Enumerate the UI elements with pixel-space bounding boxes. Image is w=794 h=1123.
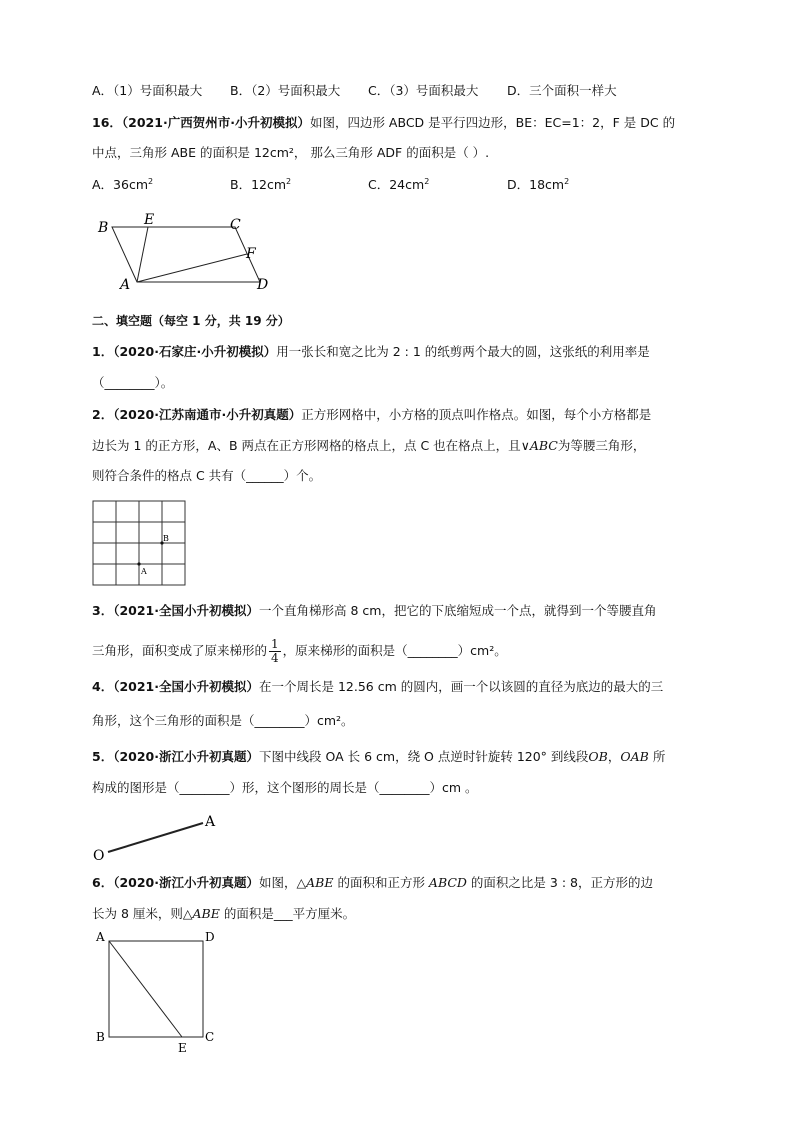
q2-grid-figure bbox=[92, 500, 188, 588]
q16-label-b: B bbox=[98, 220, 109, 236]
q2-point-a bbox=[137, 562, 140, 565]
q3-fraction: $\frac{1}{4}$ bbox=[271, 637, 279, 665]
q2-label-a: A bbox=[141, 567, 147, 576]
q6-source: （2020·浙江小升初真题） bbox=[113, 875, 259, 890]
q16-source: （2021·广西贺州市·小升初模拟） bbox=[121, 115, 310, 130]
q16-text-1: 如图，四边形 ABCD 是平行四边形，BE：EC=1：2，F 是 DC 的 bbox=[309, 115, 676, 130]
q1-line-2: （________）。 bbox=[92, 375, 174, 390]
q16-option-d: D．$18cm^2$ bbox=[507, 176, 570, 192]
q6-label-d: D bbox=[205, 930, 215, 944]
q5-line-2: 构成的图形是（________）形，这个图形的周长是（________）cm 。 bbox=[92, 780, 478, 795]
q15-option-c: C．（3）号面积最大 bbox=[368, 83, 479, 98]
q16-label-a: A bbox=[120, 277, 131, 293]
q16-parallelogram-figure bbox=[90, 205, 280, 300]
q5-source: （2020·浙江小升初真题） bbox=[113, 749, 259, 764]
q16-label-f: F bbox=[246, 246, 256, 262]
q6-label-a: A bbox=[96, 930, 105, 944]
q16-label-e: E bbox=[144, 212, 155, 228]
q16-label-d: D bbox=[257, 277, 269, 293]
q16-option-b: B．$12cm^2$ bbox=[230, 176, 292, 192]
q3-line-2: 三角形，面积变成了原来梯形的 $\frac{1}{4}$ ，原来梯形的面积是（________）cm²。 bbox=[92, 637, 507, 665]
q2-line-1: 2．（2020·江苏南通市·小升初真题）正方形网格中，小方格的顶点叫作格点。如图，每个小方格都是 bbox=[92, 407, 652, 422]
q16-option-a: A．$36cm^2$ bbox=[92, 176, 154, 192]
q16-label-c: C bbox=[230, 217, 241, 233]
q3-line-1: 3．（2021·全国小升初模拟）一个直角梯形高 8 cm，把它的下底缩短成一个点，就得到一个等腰直角 bbox=[92, 603, 657, 618]
q6-label-c: C bbox=[205, 1030, 215, 1044]
q1-line-1: 1．（2020·石家庄·小升初模拟）用一张长和宽之比为 2 : 1 的纸剪两个最大的圆，这张纸的利用率是 bbox=[92, 344, 650, 359]
q3-source: （2021·全国小升初模拟） bbox=[113, 603, 259, 618]
q6-label-b: B bbox=[96, 1030, 105, 1044]
q16-line-1 bbox=[92, 114, 712, 132]
q6-square-figure bbox=[92, 925, 222, 1057]
q2-line-3: 则符合条件的格点 C 共有（______）个。 bbox=[92, 468, 322, 483]
q4-source: （2021·全国小升初模拟） bbox=[113, 679, 259, 694]
q15-option-d: D．三个面积一样大 bbox=[507, 83, 617, 98]
q6-label-e: E bbox=[178, 1041, 187, 1055]
q6-line-1: 6．（2020·浙江小升初真题）如图，△ABE 的面积和正方形 ABCD 的面积之比是 3 : 8，正方形的边 bbox=[92, 875, 653, 890]
q5-label-o: O bbox=[93, 848, 105, 864]
q16-number: 16． bbox=[92, 115, 122, 130]
section-title: 二、填空题（每空 1 分，共 19 分） bbox=[92, 314, 290, 328]
q6-line-2: 长为 8 厘米，则△ABE 的面积是___平方厘米。 bbox=[92, 906, 356, 921]
q5-line-1: 5．（2020·浙江小升初真题）下图中线段 OA 长 6 cm，绕 O 点逆时针旋转 120° 到线段OB，OAB 所 bbox=[92, 749, 666, 764]
q16-option-c: C．$24cm^2$ bbox=[368, 176, 430, 192]
q15-option-a: A．（1）号面积最大 bbox=[92, 83, 203, 98]
q15-option-b: B．（2）号面积最大 bbox=[230, 83, 341, 98]
q2-source: （2020·江苏南通市·小升初真题） bbox=[113, 407, 302, 422]
q4-line-2: 角形，这个三角形的面积是（________）cm²。 bbox=[92, 713, 354, 728]
q4-line-1: 4．（2021·全国小升初模拟）在一个周长是 12.56 cm 的圆内，画一个以该圆的直径为底边的最大的三 bbox=[92, 679, 664, 694]
q16-line-2: 中点，三角形 ABE 的面积是 12cm²， 那么三角形 ADF 的面积是（ ）. bbox=[92, 145, 490, 160]
q1-source: （2020·石家庄·小升初模拟） bbox=[113, 344, 277, 359]
q2-line-2: 边长为 1 的正方形，A、B 两点在正方形网格的格点上，点 C 也在格点上，且∨ABC为等腰三角形， bbox=[92, 438, 646, 453]
q5-label-a: A bbox=[205, 814, 216, 830]
q2-label-b: B bbox=[163, 534, 169, 543]
q5-segment-figure bbox=[88, 810, 228, 865]
